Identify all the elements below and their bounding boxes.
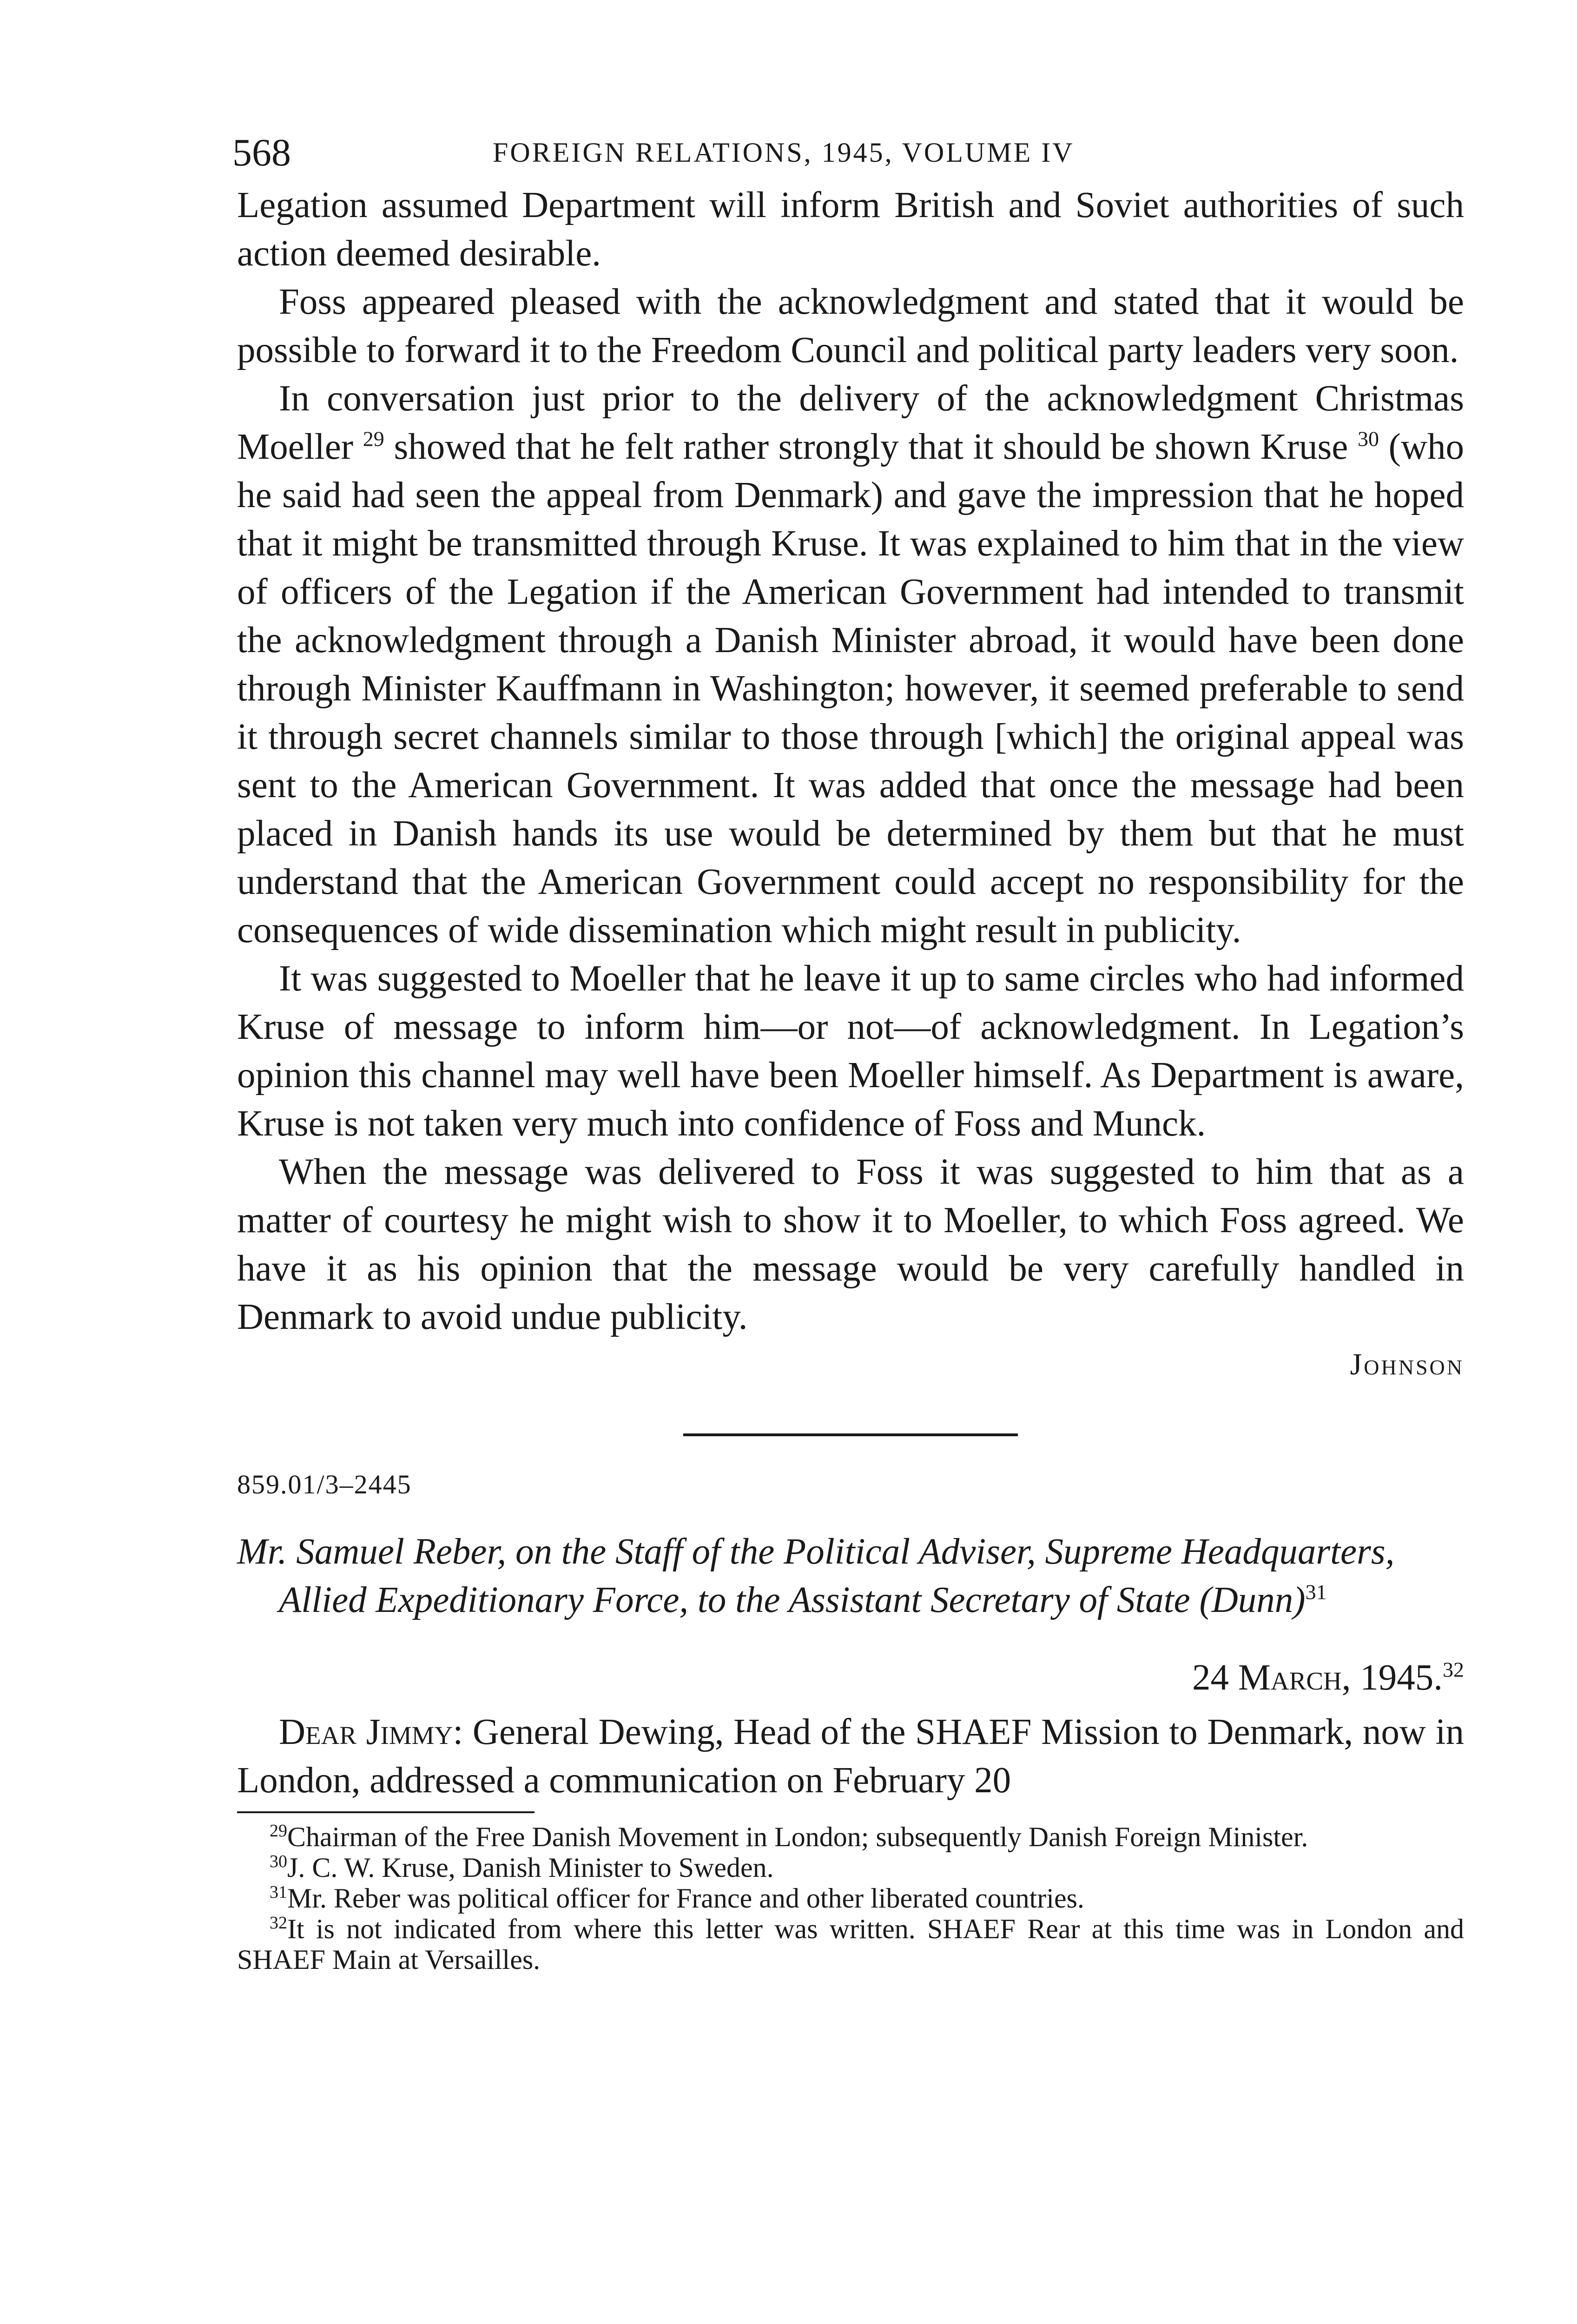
- salutation: Dear Jimmy: [279, 1712, 453, 1752]
- body-paragraph: It was suggested to Moeller that he leave it up to same circles who had informed Kruse of message to inform him—or not—of acknowledgment. In Legation’s opinion this channel may well have been Moeller himself. As Department is aware, Kruse is not taken very much into confidence of Foss and Munck.: [237, 958, 1464, 1144]
- running-title: FOREIGN RELATIONS, 1945, VOLUME IV: [493, 137, 1075, 168]
- signature: Johnson: [1350, 1347, 1464, 1381]
- footnote-text: J. C. W. Kruse, Danish Minister to Sweden.: [287, 1852, 774, 1883]
- footnote-ref: 29: [363, 427, 384, 451]
- footnote: [237, 1914, 1464, 1975]
- footnotes: [237, 1822, 1464, 1975]
- body-paragraph: Legation assumed Department will inform British and Soviet authorities of such action deemed desirable.: [237, 185, 1464, 274]
- footnote-mark: 32: [270, 1913, 287, 1933]
- footnote-text: It is not indicated from where this letter was written. SHAEF Rear at this time was in London and SHAEF Main at Versailles.: [237, 1914, 1464, 1975]
- dateline: [237, 1657, 1464, 1699]
- paragraph-text: (who he said had seen the appeal from Denmark) and gave the impression that he hoped that it might be transmitted through Kruse. It was explained to him that in the view of officers of the Legation if the American Government had intended to transmit the acknowledgment through a Danish Minister abroad, it would have been done through Minister Kauffmann in Washington; however, it seemed preferable to send it through secret channels similar to those through [which] the original appeal was sent to the American Government. It was added that once the message had been placed in Danish hands its use would be determined by them but that he must understand that the American Government could accept no responsibility for the consequences of wide dissemination which might result in publicity.: [237, 427, 1465, 951]
- body-paragraph: Foss appeared pleased with the acknowledgment and stated that it would be possible to forward it to the Freedom Council and political party leaders very soon.: [237, 282, 1464, 370]
- file-number: 859.01/3–2445: [237, 1469, 412, 1499]
- document-heading: [237, 1528, 1464, 1624]
- footnote-ref: 32: [1443, 1657, 1464, 1682]
- heading-text: Mr. Samuel Reber, on the Staff of the Political Adviser, Supreme Headquarters, Allied Expeditionary Force, to the Assistant Secretary of State (Dunn): [237, 1532, 1395, 1620]
- footnote: [237, 1822, 1464, 1852]
- footnote-text: Chairman of the Free Danish Movement in London; subsequently Danish Foreign Minister.: [287, 1822, 1308, 1852]
- footnote: [237, 1852, 1464, 1883]
- page-number: 568: [232, 131, 291, 174]
- paragraph-text: showed that he felt rather strongly that it should be shown Kruse: [384, 427, 1358, 467]
- letter-opening: [237, 1708, 1464, 1805]
- section-divider: [683, 1433, 1018, 1436]
- body-paragraph: [237, 375, 1464, 955]
- footnote: [237, 1883, 1464, 1914]
- footnote-mark: 29: [270, 1821, 287, 1841]
- document-page: [232, 130, 1465, 1975]
- footnote-rule: [237, 1811, 534, 1813]
- footnote-ref: 31: [1305, 1580, 1327, 1604]
- date-text: 24 March, 1945.: [1192, 1657, 1443, 1698]
- telegram-body: [237, 181, 1464, 1341]
- running-header: [232, 130, 1464, 181]
- footnote-ref: 30: [1357, 427, 1379, 451]
- footnote-text: Mr. Reber was political officer for France and other liberated countries.: [287, 1883, 1084, 1914]
- footnote-mark: 31: [270, 1882, 287, 1902]
- letter-body: [237, 1708, 1464, 1805]
- footnote-mark: 30: [270, 1852, 287, 1871]
- paragraph-text: : General Dewing, Head of the SHAEF Mission to Denmark, now in London, addressed a communication on February 20: [237, 1712, 1464, 1801]
- body-paragraph: When the message was delivered to Foss it was suggested to him that as a matter of courtesy he might wish to show it to Moeller, to which Foss agreed. We have it as his opinion that the message would be very carefully handled in Denmark to avoid undue publicity.: [237, 1152, 1464, 1337]
- paragraph-text: In conversation just prior to the delivery of the acknowledgment Christmas Moeller: [237, 378, 1464, 467]
